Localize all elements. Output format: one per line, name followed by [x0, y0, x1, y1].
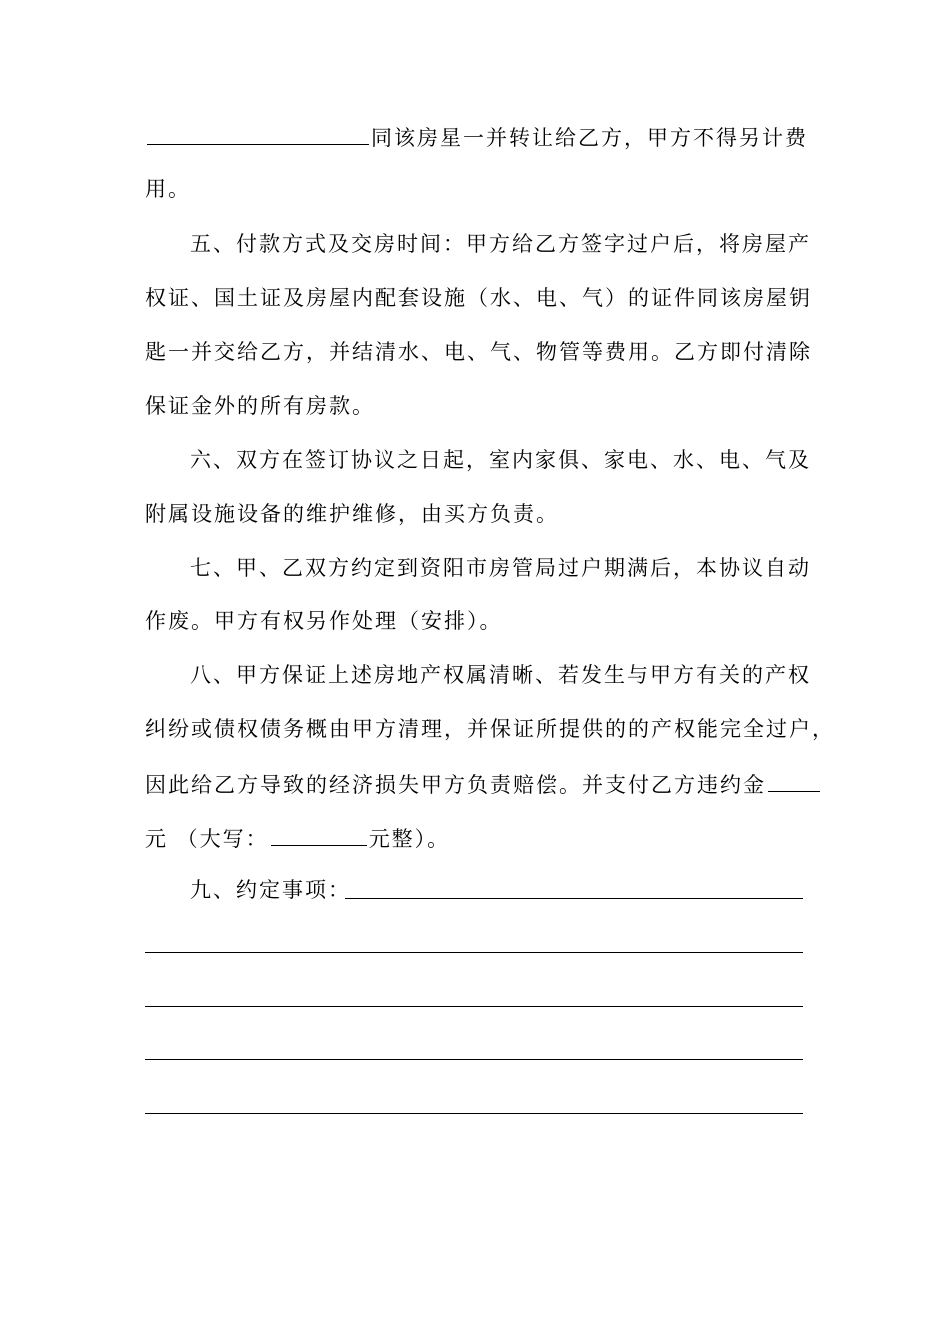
clause4-line1 — [145, 120, 808, 152]
clause8-line2: 纠纷或债权债务概由甲方清理，并保证所提供的的产权能完全过户， — [145, 717, 835, 741]
clause8-line4-prefix: 元 （大写： — [145, 827, 269, 851]
clause8-line4-suffix: 元整）。 — [368, 827, 451, 851]
clause8-line3 — [145, 767, 805, 799]
clause8-line4 — [145, 821, 805, 853]
agreed-matters-line-1[interactable] — [345, 898, 803, 899]
clause5-line2: 权证、国土证及房屋内配套设施（水、电、气）的证件同该房屋钥 — [145, 286, 812, 310]
clause4-line1-text: 同该房星一并转让给乙方，甲方不得另计费 — [371, 126, 808, 150]
clause9-label: 九、约定事项： — [190, 878, 351, 902]
agreed-matters-line-3[interactable] — [145, 1006, 803, 1007]
agreed-matters-line-2[interactable] — [145, 952, 803, 953]
clause7-line2: 作废。甲方有权另作处理（安排）。 — [145, 609, 503, 633]
clause5-line4: 保证金外的所有房款。 — [145, 394, 375, 418]
transfer-items-blank[interactable] — [147, 120, 369, 145]
agreed-matters-line-4[interactable] — [145, 1059, 803, 1060]
penalty-amount-uppercase-blank[interactable] — [271, 821, 367, 846]
clause4-line2: 用。 — [145, 177, 191, 201]
agreed-matters-line-5[interactable] — [145, 1113, 803, 1114]
clause6-line2: 附属设施设备的维护维修，由买方负责。 — [145, 502, 559, 526]
penalty-amount-blank[interactable] — [768, 767, 820, 792]
clause8-line3-text: 因此给乙方导致的经济损失甲方负责赔偿。并支付乙方违约金 — [145, 773, 766, 797]
clause6-line1: 六、双方在签订协议之日起，室内家俱、家电、水、电、气及 — [190, 448, 811, 472]
clause5-line3: 匙一并交给乙方，并结清水、电、气、物管等费用。乙方即付清除 — [145, 340, 812, 364]
clause7-line1: 七、甲、乙双方约定到资阳市房管局过户期满后，本协议自动 — [190, 556, 811, 580]
clause5-line1: 五、付款方式及交房时间：甲方给乙方签字过户后，将房屋产 — [190, 232, 811, 256]
clause8-line1: 八、甲方保证上述房地产权属清晰、若发生与甲方有关的产权 — [190, 663, 811, 687]
